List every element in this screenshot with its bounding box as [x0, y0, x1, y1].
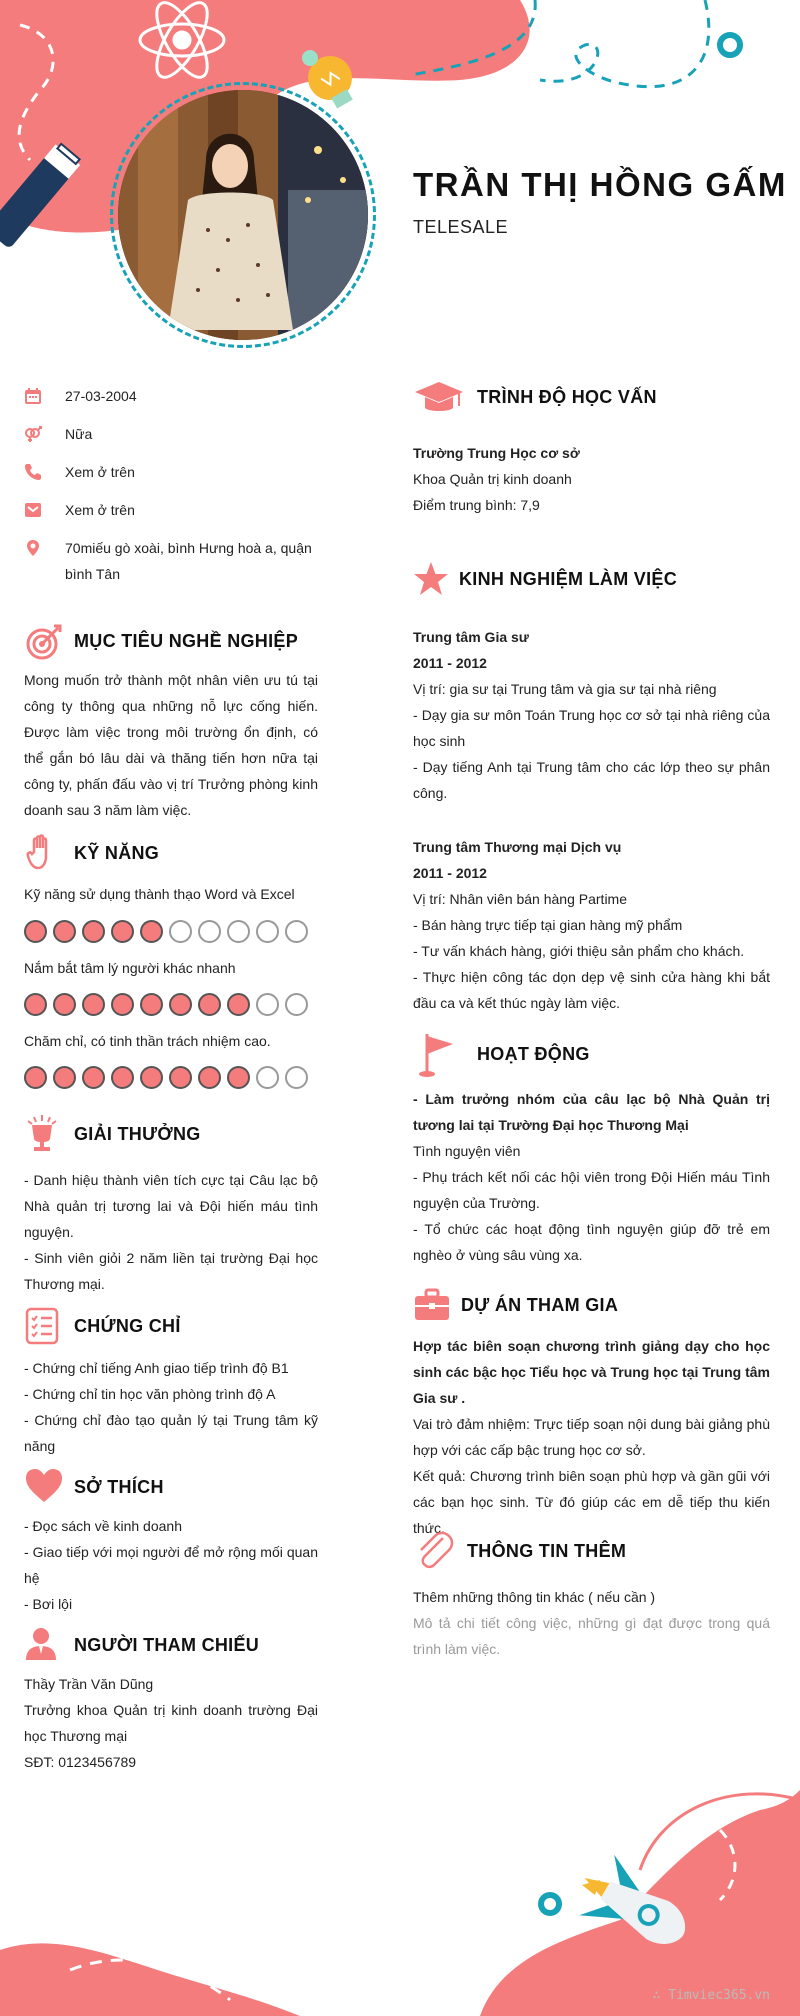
rating-dot-filled: [24, 920, 47, 943]
address-text: 70miếu gò xoài, bình Hưng hoà a, quận bình Tân: [65, 540, 312, 582]
rating-dot-filled: [82, 993, 105, 1016]
job-line: Vị trí: gia sư tại Trung tâm và gia sư tại nhà riêng: [413, 681, 717, 697]
activities-text: [413, 1086, 770, 1268]
activity-line: Tình nguyện viên: [413, 1143, 521, 1159]
calendar-icon: [24, 387, 42, 405]
job-period: 2011 - 2012: [413, 865, 487, 881]
target-icon: [24, 620, 66, 662]
project-line: Vai trò đảm nhiệm: Trực tiếp soạn nội dung bài giảng phù hợp với các cấp bậc trung học cơ sở.: [413, 1416, 770, 1458]
skill-label: Kỹ năng sử dụng thành thạo Word và Excel: [24, 886, 295, 902]
person-icon: [24, 1624, 66, 1666]
paperclip-icon: [413, 1530, 455, 1572]
education-header: [413, 376, 657, 418]
projects-title: DỰ ÁN THAM GIA: [461, 1294, 619, 1315]
rating-dot-filled: [111, 920, 134, 943]
rating-dot-filled: [111, 1066, 134, 1089]
certificates-header: [24, 1305, 181, 1347]
hobbies-title: SỞ THÍCH: [74, 1476, 164, 1497]
rating-dot-empty: [256, 993, 279, 1016]
rating-dot-filled: [24, 1066, 47, 1089]
phone-row: [24, 459, 318, 485]
reference-line: SĐT: 0123456789: [24, 1754, 137, 1770]
rating-dot-filled: [53, 993, 76, 1016]
job-period: 2011 - 2012: [413, 655, 487, 671]
job-line: - Dạy tiếng Anh tại Trung tâm cho các lớp theo sự phân công.: [413, 759, 770, 801]
briefcase-icon: [413, 1284, 451, 1326]
rating-dot-empty: [227, 920, 250, 943]
extra-title: THÔNG TIN THÊM: [467, 1540, 627, 1561]
gender-icon: [24, 425, 42, 443]
graduation-cap-icon: [413, 376, 465, 418]
extra-header: [413, 1530, 626, 1572]
skill-label: Nắm bắt tâm lý người khác nhanh: [24, 960, 236, 976]
activities-title: HOẠT ĐỘNG: [477, 1043, 590, 1064]
flag-icon: [413, 1030, 465, 1078]
brand-watermark: ∴ Timviec365.vn: [652, 1988, 770, 2003]
heart-icon: [24, 1466, 66, 1508]
gender-row: [24, 421, 318, 447]
skill-rating: [24, 920, 314, 943]
award-line: - Danh hiệu thành viên tích cực tại Câu lạc bộ Nhà quản trị tương lai và Đội hiến máu tình nguyện.: [24, 1172, 318, 1240]
email-icon: [24, 501, 42, 519]
project-line: Kết quả: Chương trình biên soạn phù hợp và gần gũi với các bạn học sinh. Từ đó giúp các em dễ tiếp thu kiến thức.: [413, 1468, 770, 1536]
rating-dot-empty: [198, 920, 221, 943]
checklist-icon: [24, 1305, 66, 1347]
skill-label: Chăm chỉ, có tinh thần trách nhiệm cao.: [24, 1033, 271, 1049]
experience-job-2: [413, 834, 770, 1016]
job-line: - Tư vấn khách hàng, giới thiệu sản phẩm cho khách.: [413, 943, 745, 959]
address-row: [24, 535, 318, 587]
school-name: Trường Trung Học cơ sở: [413, 445, 580, 461]
gpa-text: Điểm trung bình: 7,9: [413, 497, 540, 513]
objective-header: [24, 620, 298, 662]
skills-header: [24, 832, 159, 874]
rating-dot-filled: [169, 993, 192, 1016]
hand-icon: [24, 832, 66, 874]
extra-text: [413, 1584, 770, 1662]
hobby-line: - Bơi lội: [24, 1596, 73, 1612]
education-title: TRÌNH ĐỘ HỌC VẤN: [477, 386, 657, 407]
activity-line: - Phụ trách kết nối các hội viên trong Đội Hiến máu Tình nguyện của Trường.: [413, 1169, 770, 1211]
experience-title: KINH NGHIỆM LÀM VIỆC: [459, 568, 678, 589]
brand-text: Timviec365.vn: [668, 1988, 770, 2003]
references-text: [24, 1671, 318, 1775]
star-icon: [413, 558, 449, 600]
certificate-line: - Chứng chỉ đào tạo quản lý tại Trung tâm kỹ năng: [24, 1412, 318, 1454]
job-line: - Thực hiện công tác dọn dẹp vệ sinh cửa hàng khi bắt đầu ca và kết thúc ngày làm việc.: [413, 969, 770, 1011]
rating-dot-filled: [53, 920, 76, 943]
rating-dot-empty: [285, 1066, 308, 1089]
hobby-line: - Giao tiếp với mọi người để mở rộng mối quan hệ: [24, 1544, 318, 1586]
company-name: Trung tâm Thương mại Dịch vụ: [413, 839, 622, 855]
hobbies-text: [24, 1513, 318, 1617]
rating-dot-filled: [198, 1066, 221, 1089]
rating-dot-filled: [140, 920, 163, 943]
extra-hint: Mô tả chi tiết công việc, những gì đạt được trong quá trình làm việc.: [413, 1615, 770, 1657]
certificate-line: - Chứng chỉ tin học văn phòng trình độ A: [24, 1386, 276, 1402]
projects-header: [413, 1284, 618, 1326]
skill-rating: [24, 993, 314, 1016]
rating-dot-filled: [82, 1066, 105, 1089]
trophy-icon: [24, 1113, 66, 1155]
job-line: - Dạy gia sư môn Toán Trung học cơ sở tại nhà riêng của học sinh: [413, 707, 770, 749]
awards-header: [24, 1113, 201, 1155]
rating-dot-filled: [169, 1066, 192, 1089]
reference-line: Thầy Trần Văn Dũng: [24, 1676, 154, 1692]
objective-text: Mong muốn trở thành một nhân viên ưu tú tại công ty thông qua những nỗ lực cống hiến. Được làm việc trong môi trường ổn định, có thể gắn bó lâu dài và thăng tiến hơn nữa tại công ty, phấn đấu vào vị trí Trưởng phòng kinh doanh sau 3 năm làm việc.: [24, 672, 318, 818]
extra-line: Thêm những thông tin khác ( nếu cần ): [413, 1589, 656, 1605]
skills-title: KỸ NĂNG: [74, 842, 160, 863]
activity-line: - Tổ chức các hoạt động tình nguyện giúp đỡ trẻ em nghèo ở vùng sâu vùng xa.: [413, 1221, 770, 1263]
job-title: TELESALE: [413, 217, 509, 237]
rating-dot-filled: [140, 1066, 163, 1089]
certificates-title: CHỨNG CHỈ: [74, 1315, 181, 1336]
rating-dot-filled: [82, 920, 105, 943]
location-icon: [24, 539, 42, 557]
gender-text: Nữa: [65, 426, 93, 442]
hobbies-header: [24, 1466, 164, 1508]
experience-header: [413, 558, 677, 600]
birthday-text: 27-03-2004: [65, 388, 137, 404]
objective-title: MỤC TIÊU NGHỀ NGHIỆP: [74, 630, 299, 651]
rating-dot-empty: [285, 920, 308, 943]
awards-title: GIẢI THƯỞNG: [74, 1123, 201, 1144]
job-line: Vị trí: Nhân viên bán hàng Partime: [413, 891, 628, 907]
major-text: Khoa Quản trị kinh doanh: [413, 471, 572, 487]
projects-text: [413, 1333, 770, 1541]
email-text: Xem ở trên: [65, 502, 135, 518]
project-heading: Hợp tác biên soạn chương trình giảng dạy cho học sinh các bậc học Tiểu học và Trung học tại Trung tâm Gia sư .: [413, 1338, 770, 1406]
rating-dot-filled: [198, 993, 221, 1016]
rating-dot-filled: [53, 1066, 76, 1089]
phone-icon: [24, 463, 42, 481]
rating-dot-filled: [24, 993, 47, 1016]
rating-dot-filled: [111, 993, 134, 1016]
award-line: - Sinh viên giỏi 2 năm liền tại trường Đại học Thương mại.: [24, 1250, 318, 1292]
phone-text: Xem ở trên: [65, 464, 135, 480]
rating-dot-empty: [256, 1066, 279, 1089]
rating-dot-empty: [169, 920, 192, 943]
rating-dot-empty: [256, 920, 279, 943]
email-row: [24, 497, 318, 523]
awards-text: [24, 1167, 318, 1297]
skill-rating: [24, 1066, 314, 1089]
education-text: [413, 440, 770, 518]
footer-decoration: [0, 1770, 800, 2016]
avatar: [118, 90, 368, 340]
rating-dot-empty: [285, 993, 308, 1016]
experience-job-1: [413, 624, 770, 806]
references-title: NGƯỜI THAM CHIẾU: [74, 1634, 260, 1655]
reference-line: Trưởng khoa Quản trị kinh doanh trường Đại học Thương mại: [24, 1702, 318, 1744]
company-name: Trung tâm Gia sư: [413, 629, 529, 645]
rating-dot-filled: [227, 993, 250, 1016]
rating-dot-filled: [227, 1066, 250, 1089]
activity-heading: - Làm trưởng nhóm của câu lạc bộ Nhà Quản trị tương lai tại Trường Đại học Thương Mại: [413, 1091, 770, 1133]
birthday-row: [24, 383, 318, 409]
candidate-name: TRẦN THỊ HỒNG GẤM: [413, 166, 787, 203]
hobby-line: - Đọc sách về kinh doanh: [24, 1518, 182, 1534]
activities-header: [413, 1030, 590, 1078]
job-line: - Bán hàng trực tiếp tại gian hàng mỹ phẩm: [413, 917, 683, 933]
certificate-line: - Chứng chỉ tiếng Anh giao tiếp trình độ B1: [24, 1360, 289, 1376]
rating-dot-filled: [140, 993, 163, 1016]
certificates-text: [24, 1355, 318, 1459]
references-header: [24, 1624, 259, 1666]
